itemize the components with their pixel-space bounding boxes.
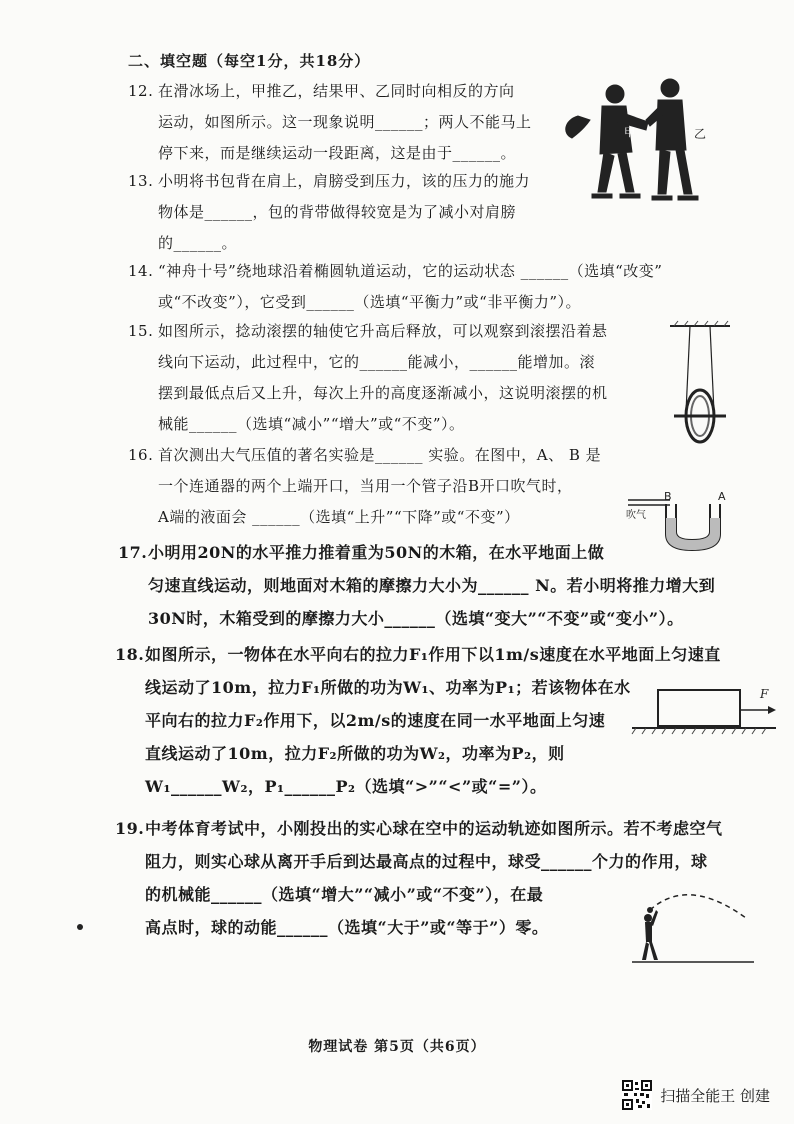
block-figure (628, 682, 778, 742)
question-number: 19. (115, 819, 145, 838)
question-line: 在滑冰场上，甲推乙，结果甲、乙同时向相反的方向 (158, 82, 515, 100)
question-line: 的______。 (158, 234, 238, 252)
question-line: 线向下运动，此过程中，它的______能减小，______能增加。滚 (158, 353, 596, 371)
label-blow: 吹气 (626, 510, 646, 521)
question-line: 一个连通器的两个上端开口，当用一个管子沿B开口吹气时， (158, 477, 573, 495)
question-line: 运动，如图所示。这一现象说明______；两人不能马上 (158, 113, 532, 131)
question-13 (128, 166, 530, 259)
question-line: 线运动了10m，拉力F₁所做的功为W₁、功率为P₁；若该物体在水 (145, 678, 631, 697)
question-line: W₁______W₂，P₁______P₂（选填“>”“<”或“=”）。 (145, 777, 547, 796)
question-number: 13. (128, 172, 154, 190)
question-16 (128, 440, 601, 533)
section-title: 二、填空题（每空1分，共18分） (128, 52, 371, 70)
question-line: 小明将书包背在肩上，肩膀受到压力，该的压力的施力 (158, 172, 531, 190)
question-line: 物体是______，包的背带做得较宽是为了减小对肩膀 (158, 203, 517, 221)
question-line: 小明用20N的水平推力推着重为50N的木箱，在水平地面上做 (148, 543, 605, 562)
scan-dot (77, 924, 83, 930)
shot-put-figure (628, 880, 758, 966)
question-line: 高点时，球的动能______（选填“大于”或“等于”）零。 (145, 918, 549, 937)
qr-code-icon (622, 1080, 652, 1110)
question-number: 16. (128, 446, 154, 464)
u-tube-figure (618, 478, 738, 558)
question-line: 或“不改变”），它受到______（选填“平衡力”或“非平衡力”）。 (158, 293, 582, 311)
pendulum-figure (660, 320, 740, 450)
question-number: 15. (128, 322, 154, 340)
question-14 (128, 256, 662, 318)
label-f: F (760, 687, 769, 701)
question-15 (128, 316, 608, 440)
question-12 (128, 76, 532, 169)
question-line: 平向右的拉力F₂作用下，以2m/s的速度在同一水平地面上匀速 (145, 711, 606, 730)
label-a: A (718, 490, 726, 503)
question-line: 阻力，则实心球从离开手后到达最高点的过程中，球受______个力的作用，球 (145, 852, 708, 871)
question-number: 12. (128, 82, 154, 100)
scanner-watermark (622, 1080, 770, 1110)
watermark-text: 扫描全能王 创建 (660, 1086, 770, 1105)
question-line: A端的液面会 ______（选填“上升”“下降”或“不变”） (158, 508, 520, 526)
question-line: 如图所示，一物体在水平向右的拉力F₁作用下以1m/s速度在水平地面上匀速直 (145, 645, 721, 664)
question-line: 首次测出大气压值的著名实验是______ 实验。在图中，A、 B 是 (158, 446, 602, 464)
question-line: 中考体育考试中，小刚投出的实心球在空中的运动轨迹如图所示。若不考虑空气 (145, 819, 723, 838)
question-line: 30N时，木箱受到的摩擦力大小______（选填“变大”“不变”或“变小”）。 (148, 609, 684, 628)
question-line: 摆到最低点后又上升，每次上升的高度逐渐减小，这说明滚摆的机 (158, 384, 608, 402)
question-line: 停下来，而是继续运动一段距离，这是由于______。 (158, 144, 517, 162)
question-number: 17. (118, 543, 148, 562)
skaters-figure (560, 72, 710, 222)
question-number: 14. (128, 262, 154, 280)
question-line: 的机械能______（选填“增大”“减小”或“不变”），在最 (145, 885, 544, 904)
label-yi: 乙 (694, 127, 707, 141)
page-footer: 物理试卷 第5页（共6页） (308, 1039, 486, 1055)
question-line: 直线运动了10m，拉力F₂所做的功为W₂，功率为P₂，则 (145, 744, 565, 763)
question-line: 如图所示，捻动滚摆的轴使它升高后释放，可以观察到滚摆沿着悬 (158, 322, 608, 340)
question-line: 匀速直线运动，则地面对木箱的摩擦力大小为______ N。若小明将推力增大到 (148, 576, 716, 595)
label-jia: 甲 (624, 126, 635, 139)
question-number: 18. (115, 645, 145, 664)
label-b: B (664, 490, 672, 503)
question-line: “神舟十号”绕地球沿着椭圆轨道运动，它的运动状态 ______（选填“改变” (158, 262, 663, 280)
question-line: 械能______（选填“减小”“增大”或“不变”）。 (158, 415, 465, 433)
